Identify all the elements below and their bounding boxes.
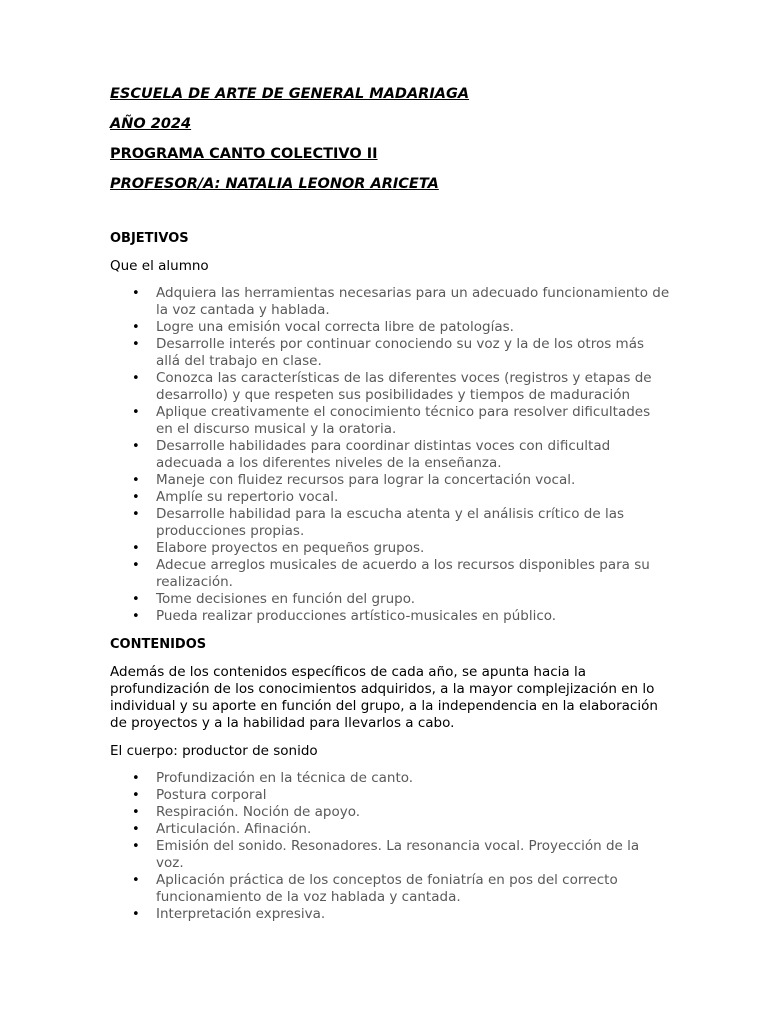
list-item: • Adquiera las herramientas necesarias para un adecuado funcionamiento de la voz cantada y hablada. [132,285,670,318]
bullet-icon: • [132,337,140,352]
contenidos-list [110,770,670,923]
bullet-icon: • [132,286,140,301]
contenidos-title: CONTENIDOS [110,637,207,652]
list-item: • Interpretación expresiva. [132,906,326,922]
contenidos-subheading: El cuerpo: productor de sonido [110,743,318,759]
bullet-icon: • [132,473,140,488]
bullet-icon: • [132,320,140,335]
list-item: • Profundización en la técnica de canto. [132,770,414,786]
list-item: • Maneje con fluidez recursos para lograr la concertación vocal. [132,472,576,488]
list-item: • Pueda realizar producciones artístico-musicales en público. [132,608,557,624]
bullet-icon: • [132,507,140,522]
objetivos-title: OBJETIVOS [110,231,189,246]
contenidos-paragraph: Además de los contenidos específicos de cada año, se apunta hacia la profundización de los conocimientos adquiridos, a la mayor complejización en lo individual y su aporte en función del grupo, a la independencia en la elaboración de proyectos y a la habilidad para llevarlos a cabo. [110,664,658,731]
bullet-icon: • [132,771,140,786]
list-item: • Logre una emisión vocal correcta libre de patologías. [132,319,514,335]
bullet-icon: • [132,822,140,837]
year-heading: AÑO 2024 [110,116,192,132]
list-item: • Adecue arreglos musicales de acuerdo a los recursos disponibles para su realización. [132,557,650,590]
program-heading: PROGRAMA CANTO COLECTIVO II [110,146,378,162]
list-item: • Articulación. Afinación. [132,821,312,837]
list-item: • Tome decisiones en función del grupo. [132,591,416,607]
bullet-icon: • [132,439,140,454]
bullet-icon: • [132,592,140,607]
bullet-icon: • [132,541,140,556]
list-item: • Desarrolle interés por continuar conociendo su voz y la de los otros más allá del trabajo en clase. [132,336,645,369]
list-item: • Amplíe su repertorio vocal. [132,489,339,505]
bullet-icon: • [132,873,140,888]
list-item: • Respiración. Noción de apoyo. [132,804,361,820]
bullet-icon: • [132,788,140,803]
list-item: • Conozca las características de las diferentes voces (registros y etapas de desarrollo) y que respeten sus posibilidades y tiempos de maduración [132,370,652,403]
bullet-icon: • [132,558,140,573]
bullet-icon: • [132,839,140,854]
professor-heading: PROFESOR/A: NATALIA LEONOR ARICETA [110,176,439,192]
bullet-icon: • [132,609,140,624]
school-name-heading: ESCUELA DE ARTE DE GENERAL MADARIAGA [110,86,470,102]
list-item: • Aplicación práctica de los conceptos de foniatría en pos del correcto funcionamiento de la voz hablada y cantada. [132,872,618,905]
list-item: • Aplique creativamente el conocimiento técnico para resolver dificultades en el discurso musical y la oratoria. [132,404,651,437]
list-item: • Elabore proyectos en pequeños grupos. [132,540,425,556]
bullet-icon: • [132,405,140,420]
list-item: • Postura corporal [132,787,267,803]
list-item: • Emisión del sonido. Resonadores. La resonancia vocal. Proyección de la voz. [132,838,640,871]
bullet-icon: • [132,907,140,922]
bullet-icon: • [132,805,140,820]
bullet-icon: • [132,371,140,386]
list-item: • Desarrolle habilidades para coordinar distintas voces con dificultad adecuada a los diferentes niveles de la enseñanza. [132,438,611,471]
objetivos-intro: Que el alumno [110,258,209,274]
document-page [110,84,670,923]
bullet-icon: • [132,490,140,505]
objetivos-list [110,285,670,625]
list-item: • Desarrolle habilidad para la escucha atenta y el análisis crítico de las producciones propias. [132,506,625,539]
